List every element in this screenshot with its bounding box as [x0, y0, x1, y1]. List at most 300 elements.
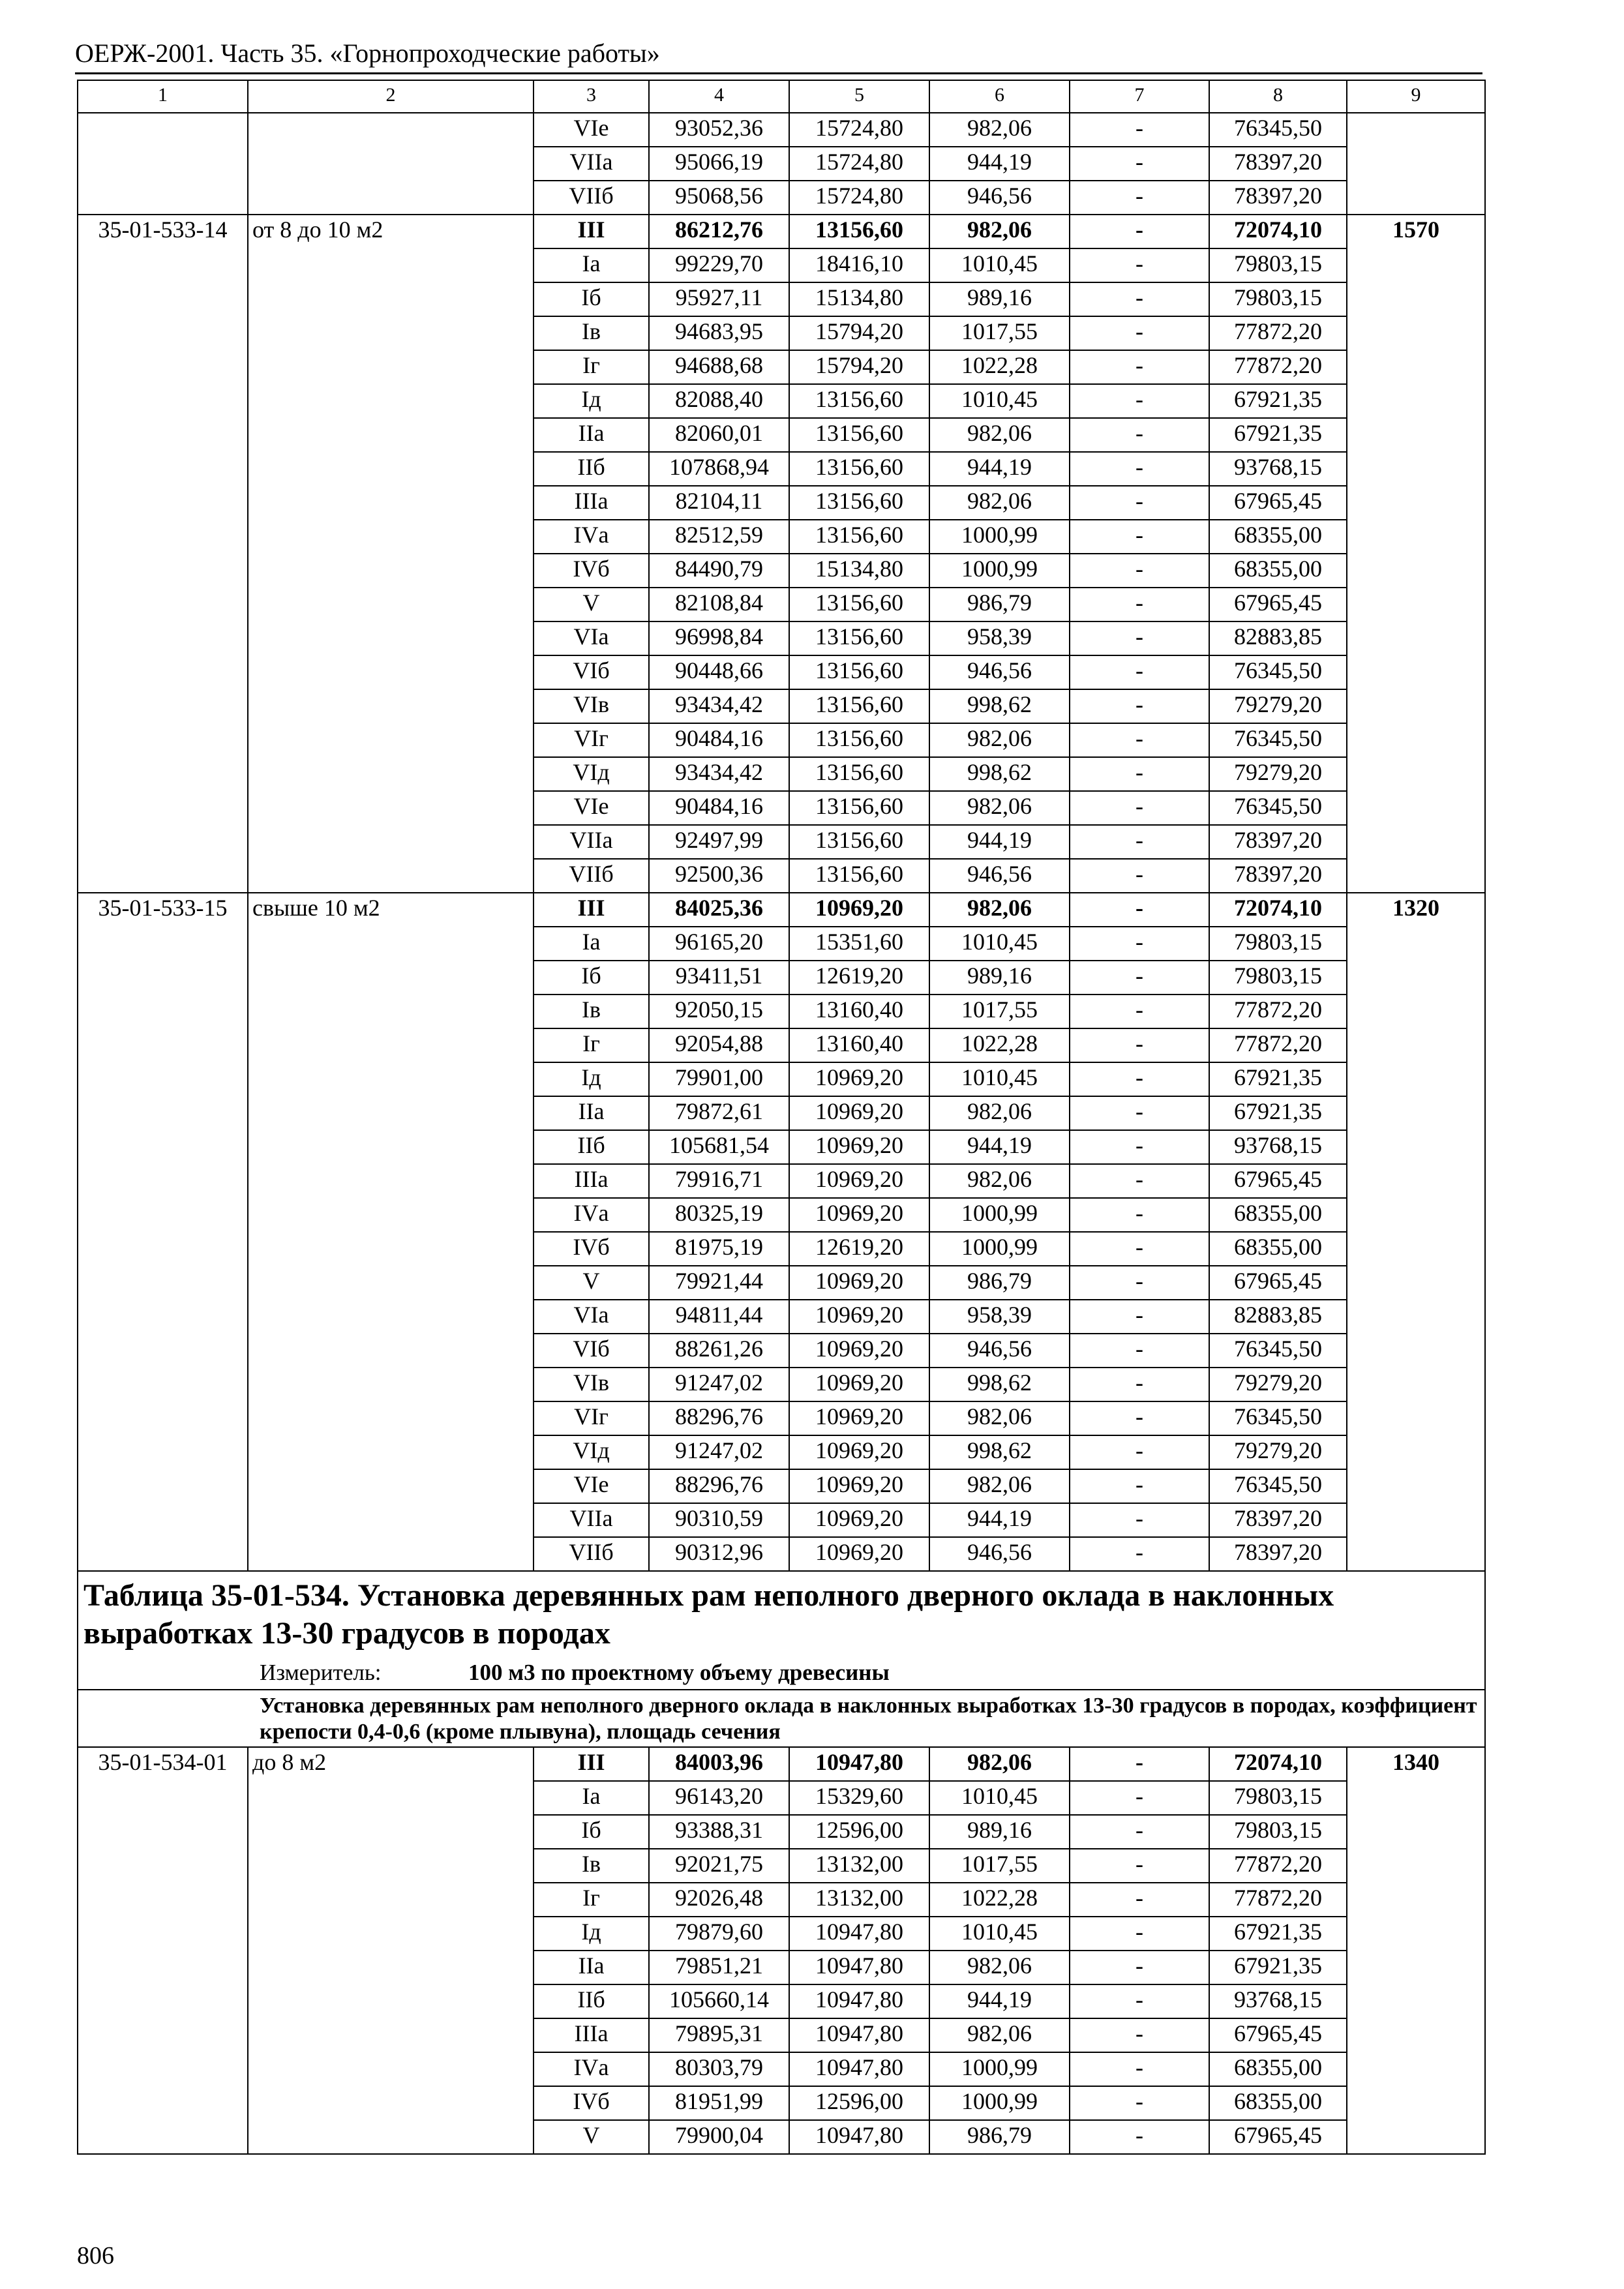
total-cost-cell: 90448,66 [649, 655, 789, 689]
total-cost-cell: 96143,20 [649, 1781, 789, 1815]
machines-cell: 982,06 [929, 893, 1070, 927]
total-cost-cell: 84490,79 [649, 554, 789, 588]
zone-cell: IIб [534, 1984, 649, 2018]
drivers-wages-cell: - [1070, 1198, 1209, 1232]
machines-cell: 1017,55 [929, 316, 1070, 350]
total-cost-cell: 90484,16 [649, 723, 789, 757]
drivers-wages-cell: - [1070, 1883, 1209, 1917]
materials-cell: 68355,00 [1209, 1232, 1347, 1266]
wages-cell: 10947,80 [789, 1917, 929, 1951]
wages-cell: 10947,80 [789, 1747, 929, 1781]
name-cell: свыше 10 м2 [248, 893, 534, 1571]
table-row [78, 113, 1485, 147]
wages-cell: 10969,20 [789, 893, 929, 927]
machines-cell: 982,06 [929, 1401, 1070, 1435]
materials-cell: 82883,85 [1209, 621, 1347, 655]
drivers-wages-cell: - [1070, 961, 1209, 995]
materials-cell: 72074,10 [1209, 215, 1347, 248]
zone-cell: Iа [534, 1781, 649, 1815]
page-number: 806 [77, 2242, 114, 2269]
materials-cell: 76345,50 [1209, 1469, 1347, 1503]
drivers-wages-cell: - [1070, 621, 1209, 655]
zone-cell: Iа [534, 927, 649, 961]
materials-cell: 76345,50 [1209, 113, 1347, 147]
code-cell [78, 113, 248, 215]
total-cost-cell: 93434,42 [649, 757, 789, 791]
wages-cell: 13156,60 [789, 825, 929, 859]
zone-cell: Iв [534, 316, 649, 350]
total-cost-cell: 93411,51 [649, 961, 789, 995]
zone-cell: Iг [534, 1028, 649, 1062]
column-number: 1 [78, 80, 248, 113]
drivers-wages-cell: - [1070, 2120, 1209, 2154]
column-number-row [78, 80, 1485, 113]
drivers-wages-cell: - [1070, 1781, 1209, 1815]
zone-cell: VIд [534, 1435, 649, 1469]
drivers-wages-cell: - [1070, 1368, 1209, 1401]
machines-cell: 944,19 [929, 1503, 1070, 1537]
drivers-wages-cell: - [1070, 554, 1209, 588]
zone-cell: IVа [534, 520, 649, 554]
zone-cell: Iв [534, 995, 649, 1028]
wages-cell: 13156,60 [789, 757, 929, 791]
zone-cell: Iа [534, 248, 649, 282]
zone-cell: V [534, 2120, 649, 2154]
drivers-wages-cell: - [1070, 859, 1209, 893]
wages-cell: 13156,60 [789, 859, 929, 893]
zone-cell: IVа [534, 1198, 649, 1232]
wages-cell: 13156,60 [789, 689, 929, 723]
total-cost-cell: 82088,40 [649, 384, 789, 418]
materials-cell: 79279,20 [1209, 1435, 1347, 1469]
total-cost-cell: 95066,19 [649, 147, 789, 181]
materials-cell: 78397,20 [1209, 1537, 1347, 1571]
machines-cell: 1010,45 [929, 384, 1070, 418]
wages-cell: 10969,20 [789, 1198, 929, 1232]
materials-cell: 78397,20 [1209, 147, 1347, 181]
wages-cell: 12596,00 [789, 2086, 929, 2120]
zone-cell: IVб [534, 554, 649, 588]
materials-cell: 67921,35 [1209, 1062, 1347, 1096]
drivers-wages-cell: - [1070, 1984, 1209, 2018]
machines-cell: 982,06 [929, 1469, 1070, 1503]
machines-cell: 986,79 [929, 1266, 1070, 1300]
total-cost-cell: 80303,79 [649, 2052, 789, 2086]
measure-label: Измеритель: [260, 1660, 382, 1685]
machines-cell: 982,06 [929, 1164, 1070, 1198]
total-cost-cell: 82104,11 [649, 486, 789, 520]
wages-cell: 10947,80 [789, 1984, 929, 2018]
materials-cell: 67965,45 [1209, 2018, 1347, 2052]
code-cell: 35-01-533-14 [78, 215, 248, 893]
total-cost-cell: 81975,19 [649, 1232, 789, 1266]
wages-cell: 10969,20 [789, 1300, 929, 1334]
page-header-title: ОЕРЖ-2001. Часть 35. «Горнопроходческие работы» [75, 38, 660, 68]
materials-cell: 67921,35 [1209, 384, 1347, 418]
drivers-wages-cell: - [1070, 995, 1209, 1028]
materials-cell: 67965,45 [1209, 588, 1347, 621]
zone-cell: VIIа [534, 825, 649, 859]
machines-cell: 982,06 [929, 113, 1070, 147]
drivers-wages-cell: - [1070, 2052, 1209, 2086]
materials-cell: 79803,15 [1209, 1815, 1347, 1849]
materials-cell: 67921,35 [1209, 1096, 1347, 1130]
materials-cell: 79803,15 [1209, 282, 1347, 316]
drivers-wages-cell: - [1070, 1917, 1209, 1951]
materials-cell: 78397,20 [1209, 181, 1347, 215]
materials-cell: 76345,50 [1209, 1401, 1347, 1435]
total-cost-cell: 94688,68 [649, 350, 789, 384]
drivers-wages-cell: - [1070, 181, 1209, 215]
machines-cell: 1000,99 [929, 1232, 1070, 1266]
wages-cell: 15134,80 [789, 554, 929, 588]
drivers-wages-cell: - [1070, 757, 1209, 791]
machines-cell: 982,06 [929, 791, 1070, 825]
zone-cell: VIе [534, 1469, 649, 1503]
total-cost-cell: 93388,31 [649, 1815, 789, 1849]
wages-cell: 15329,60 [789, 1781, 929, 1815]
materials-cell: 67965,45 [1209, 1164, 1347, 1198]
drivers-wages-cell: - [1070, 791, 1209, 825]
machines-cell: 944,19 [929, 452, 1070, 486]
zone-cell: Iб [534, 1815, 649, 1849]
zone-cell: Iб [534, 961, 649, 995]
wages-cell: 15794,20 [789, 316, 929, 350]
total-cost-cell: 84003,96 [649, 1747, 789, 1781]
wages-cell: 12619,20 [789, 961, 929, 995]
wages-cell: 13156,60 [789, 486, 929, 520]
price-cell: 1320 [1347, 893, 1485, 1571]
machines-cell: 946,56 [929, 859, 1070, 893]
materials-cell: 76345,50 [1209, 791, 1347, 825]
wages-cell: 15794,20 [789, 350, 929, 384]
drivers-wages-cell: - [1070, 1503, 1209, 1537]
machines-cell: 1000,99 [929, 2086, 1070, 2120]
zone-cell: VIб [534, 1334, 649, 1368]
zone-cell: VIе [534, 113, 649, 147]
drivers-wages-cell: - [1070, 486, 1209, 520]
zone-cell: Iд [534, 1917, 649, 1951]
measure-line [83, 1659, 1479, 1686]
wages-cell: 13156,60 [789, 215, 929, 248]
name-cell: до 8 м2 [248, 1747, 534, 2154]
total-cost-cell: 94811,44 [649, 1300, 789, 1334]
materials-cell: 72074,10 [1209, 1747, 1347, 1781]
column-number: 6 [929, 80, 1070, 113]
materials-cell: 76345,50 [1209, 1334, 1347, 1368]
wages-cell: 18416,10 [789, 248, 929, 282]
total-cost-cell: 86212,76 [649, 215, 789, 248]
drivers-wages-cell: - [1070, 689, 1209, 723]
column-number: 2 [248, 80, 534, 113]
materials-cell: 68355,00 [1209, 520, 1347, 554]
machines-cell: 982,06 [929, 1747, 1070, 1781]
machines-cell: 1010,45 [929, 927, 1070, 961]
total-cost-cell: 92500,36 [649, 859, 789, 893]
zone-cell: Iд [534, 1062, 649, 1096]
total-cost-cell: 92050,15 [649, 995, 789, 1028]
total-cost-cell: 79851,21 [649, 1951, 789, 1984]
drivers-wages-cell: - [1070, 520, 1209, 554]
measure-value: 100 м3 по проектному объему древесины [468, 1660, 890, 1685]
drivers-wages-cell: - [1070, 113, 1209, 147]
zone-cell: IIIа [534, 486, 649, 520]
machines-cell: 1010,45 [929, 1062, 1070, 1096]
total-cost-cell: 82060,01 [649, 418, 789, 452]
zone-cell: III [534, 215, 649, 248]
machines-cell: 1022,28 [929, 1883, 1070, 1917]
drivers-wages-cell: - [1070, 350, 1209, 384]
wages-cell: 12619,20 [789, 1232, 929, 1266]
materials-cell: 77872,20 [1209, 995, 1347, 1028]
materials-cell: 76345,50 [1209, 655, 1347, 689]
machines-cell: 982,06 [929, 1096, 1070, 1130]
drivers-wages-cell: - [1070, 316, 1209, 350]
table-row [78, 215, 1485, 248]
wages-cell: 15724,80 [789, 113, 929, 147]
wages-cell: 10947,80 [789, 1951, 929, 1984]
machines-cell: 998,62 [929, 1368, 1070, 1401]
total-cost-cell: 88296,76 [649, 1469, 789, 1503]
machines-cell: 998,62 [929, 757, 1070, 791]
machines-cell: 989,16 [929, 961, 1070, 995]
wages-cell: 13156,60 [789, 723, 929, 757]
wages-cell: 13156,60 [789, 588, 929, 621]
zone-cell: VIг [534, 1401, 649, 1435]
materials-cell: 67965,45 [1209, 2120, 1347, 2154]
machines-cell: 1010,45 [929, 1917, 1070, 1951]
total-cost-cell: 79879,60 [649, 1917, 789, 1951]
materials-cell: 78397,20 [1209, 825, 1347, 859]
zone-cell: VIг [534, 723, 649, 757]
zone-cell: Iд [534, 384, 649, 418]
total-cost-cell: 79921,44 [649, 1266, 789, 1300]
column-number: 7 [1070, 80, 1209, 113]
drivers-wages-cell: - [1070, 927, 1209, 961]
table-row [78, 893, 1485, 927]
name-cell: от 8 до 10 м2 [248, 215, 534, 893]
materials-cell: 78397,20 [1209, 1503, 1347, 1537]
materials-cell: 68355,00 [1209, 1198, 1347, 1232]
machines-cell: 982,06 [929, 215, 1070, 248]
drivers-wages-cell: - [1070, 1849, 1209, 1883]
machines-cell: 958,39 [929, 1300, 1070, 1334]
materials-cell: 77872,20 [1209, 1028, 1347, 1062]
wages-cell: 10969,20 [789, 1401, 929, 1435]
zone-cell: V [534, 588, 649, 621]
drivers-wages-cell: - [1070, 825, 1209, 859]
table-description-row [78, 1690, 1485, 1747]
machines-cell: 989,16 [929, 1815, 1070, 1849]
wages-cell: 13156,60 [789, 791, 929, 825]
total-cost-cell: 96165,20 [649, 927, 789, 961]
drivers-wages-cell: - [1070, 282, 1209, 316]
zone-cell: V [534, 1266, 649, 1300]
materials-cell: 93768,15 [1209, 452, 1347, 486]
machines-cell: 1000,99 [929, 2052, 1070, 2086]
wages-cell: 10969,20 [789, 1266, 929, 1300]
materials-cell: 67965,45 [1209, 1266, 1347, 1300]
machines-cell: 1000,99 [929, 1198, 1070, 1232]
materials-cell: 79279,20 [1209, 689, 1347, 723]
table-row [78, 1747, 1485, 1781]
zone-cell: VIIб [534, 181, 649, 215]
total-cost-cell: 95927,11 [649, 282, 789, 316]
wages-cell: 15351,60 [789, 927, 929, 961]
materials-cell: 79279,20 [1209, 1368, 1347, 1401]
wages-cell: 10969,20 [789, 1062, 929, 1096]
drivers-wages-cell: - [1070, 248, 1209, 282]
zone-cell: VIв [534, 689, 649, 723]
machines-cell: 986,79 [929, 588, 1070, 621]
wages-cell: 10969,20 [789, 1164, 929, 1198]
drivers-wages-cell: - [1070, 1435, 1209, 1469]
price-cell: 1570 [1347, 215, 1485, 893]
total-cost-cell: 94683,95 [649, 316, 789, 350]
wages-cell: 15134,80 [789, 282, 929, 316]
drivers-wages-cell: - [1070, 1062, 1209, 1096]
total-cost-cell: 93434,42 [649, 689, 789, 723]
machines-cell: 982,06 [929, 1951, 1070, 1984]
drivers-wages-cell: - [1070, 893, 1209, 927]
total-cost-cell: 92054,88 [649, 1028, 789, 1062]
machines-cell: 998,62 [929, 689, 1070, 723]
drivers-wages-cell: - [1070, 147, 1209, 181]
total-cost-cell: 79916,71 [649, 1164, 789, 1198]
drivers-wages-cell: - [1070, 2018, 1209, 2052]
header-rule [75, 72, 1482, 74]
rates-table [77, 80, 1486, 2155]
drivers-wages-cell: - [1070, 1951, 1209, 1984]
wages-cell: 13160,40 [789, 995, 929, 1028]
zone-cell: VIIб [534, 1537, 649, 1571]
total-cost-cell: 91247,02 [649, 1435, 789, 1469]
drivers-wages-cell: - [1070, 1401, 1209, 1435]
zone-cell: VIIа [534, 1503, 649, 1537]
machines-cell: 1010,45 [929, 1781, 1070, 1815]
wages-cell: 10969,20 [789, 1537, 929, 1571]
drivers-wages-cell: - [1070, 1096, 1209, 1130]
drivers-wages-cell: - [1070, 384, 1209, 418]
table-title: Таблица 35-01-534. Установка деревянных рам неполного дверного оклада в наклонных выработках 13-30 градусов в породах [83, 1578, 1334, 1651]
zone-cell: III [534, 1747, 649, 1781]
total-cost-cell: 81951,99 [649, 2086, 789, 2120]
materials-cell: 79803,15 [1209, 248, 1347, 282]
drivers-wages-cell: - [1070, 1815, 1209, 1849]
machines-cell: 946,56 [929, 1537, 1070, 1571]
zone-cell: Iг [534, 1883, 649, 1917]
total-cost-cell: 82108,84 [649, 588, 789, 621]
column-number: 8 [1209, 80, 1347, 113]
materials-cell: 78397,20 [1209, 859, 1347, 893]
machines-cell: 1010,45 [929, 248, 1070, 282]
zone-cell: IIIа [534, 1164, 649, 1198]
machines-cell: 946,56 [929, 1334, 1070, 1368]
materials-cell: 79279,20 [1209, 757, 1347, 791]
total-cost-cell: 82512,59 [649, 520, 789, 554]
materials-cell: 67921,35 [1209, 1951, 1347, 1984]
drivers-wages-cell: - [1070, 1300, 1209, 1334]
materials-cell: 77872,20 [1209, 316, 1347, 350]
zone-cell: IVа [534, 2052, 649, 2086]
wages-cell: 10947,80 [789, 2120, 929, 2154]
drivers-wages-cell: - [1070, 1028, 1209, 1062]
price-cell: 1340 [1347, 1747, 1485, 2154]
wages-cell: 15724,80 [789, 147, 929, 181]
machines-cell: 982,06 [929, 418, 1070, 452]
drivers-wages-cell: - [1070, 215, 1209, 248]
drivers-wages-cell: - [1070, 1130, 1209, 1164]
drivers-wages-cell: - [1070, 1266, 1209, 1300]
machines-cell: 1017,55 [929, 995, 1070, 1028]
machines-cell: 998,62 [929, 1435, 1070, 1469]
total-cost-cell: 91247,02 [649, 1368, 789, 1401]
total-cost-cell: 93052,36 [649, 113, 789, 147]
wages-cell: 10947,80 [789, 2018, 929, 2052]
machines-cell: 1017,55 [929, 1849, 1070, 1883]
wages-cell: 13156,60 [789, 520, 929, 554]
machines-cell: 946,56 [929, 181, 1070, 215]
zone-cell: IVб [534, 1232, 649, 1266]
wages-cell: 10969,20 [789, 1130, 929, 1164]
materials-cell: 67921,35 [1209, 418, 1347, 452]
drivers-wages-cell: - [1070, 723, 1209, 757]
wages-cell: 10969,20 [789, 1096, 929, 1130]
wages-cell: 13156,60 [789, 621, 929, 655]
zone-cell: Iв [534, 1849, 649, 1883]
zone-cell: VIа [534, 1300, 649, 1334]
total-cost-cell: 90310,59 [649, 1503, 789, 1537]
machines-cell: 944,19 [929, 1130, 1070, 1164]
rates-table-body [78, 80, 1485, 2154]
wages-cell: 10969,20 [789, 1368, 929, 1401]
materials-cell: 72074,10 [1209, 893, 1347, 927]
wages-cell: 10969,20 [789, 1334, 929, 1368]
total-cost-cell: 107868,94 [649, 452, 789, 486]
zone-cell: VIIа [534, 147, 649, 181]
zone-cell: VIв [534, 1368, 649, 1401]
total-cost-cell: 92026,48 [649, 1883, 789, 1917]
zone-cell: IIа [534, 1951, 649, 1984]
total-cost-cell: 79872,61 [649, 1096, 789, 1130]
total-cost-cell: 79895,31 [649, 2018, 789, 2052]
table-title-cell [78, 1571, 1485, 1690]
total-cost-cell: 90484,16 [649, 791, 789, 825]
wages-cell: 13160,40 [789, 1028, 929, 1062]
drivers-wages-cell: - [1070, 1334, 1209, 1368]
column-number: 4 [649, 80, 789, 113]
materials-cell: 77872,20 [1209, 350, 1347, 384]
drivers-wages-cell: - [1070, 1537, 1209, 1571]
table-description: Установка деревянных рам неполного дверного оклада в наклонных выработках 13-30 градусов в породах, коэффициент крепости 0,4-0,6 (кроме плывуна), площадь сечения [78, 1690, 1485, 1747]
drivers-wages-cell: - [1070, 1469, 1209, 1503]
wages-cell: 13132,00 [789, 1849, 929, 1883]
name-cell [248, 113, 534, 215]
materials-cell: 82883,85 [1209, 1300, 1347, 1334]
materials-cell: 77872,20 [1209, 1849, 1347, 1883]
materials-cell: 77872,20 [1209, 1883, 1347, 1917]
wages-cell: 15724,80 [789, 181, 929, 215]
wages-cell: 13156,60 [789, 655, 929, 689]
materials-cell: 79803,15 [1209, 961, 1347, 995]
total-cost-cell: 88296,76 [649, 1401, 789, 1435]
price-cell [1347, 113, 1485, 215]
machines-cell: 982,06 [929, 2018, 1070, 2052]
zone-cell: VIIб [534, 859, 649, 893]
drivers-wages-cell: - [1070, 655, 1209, 689]
drivers-wages-cell: - [1070, 588, 1209, 621]
wages-cell: 13132,00 [789, 1883, 929, 1917]
